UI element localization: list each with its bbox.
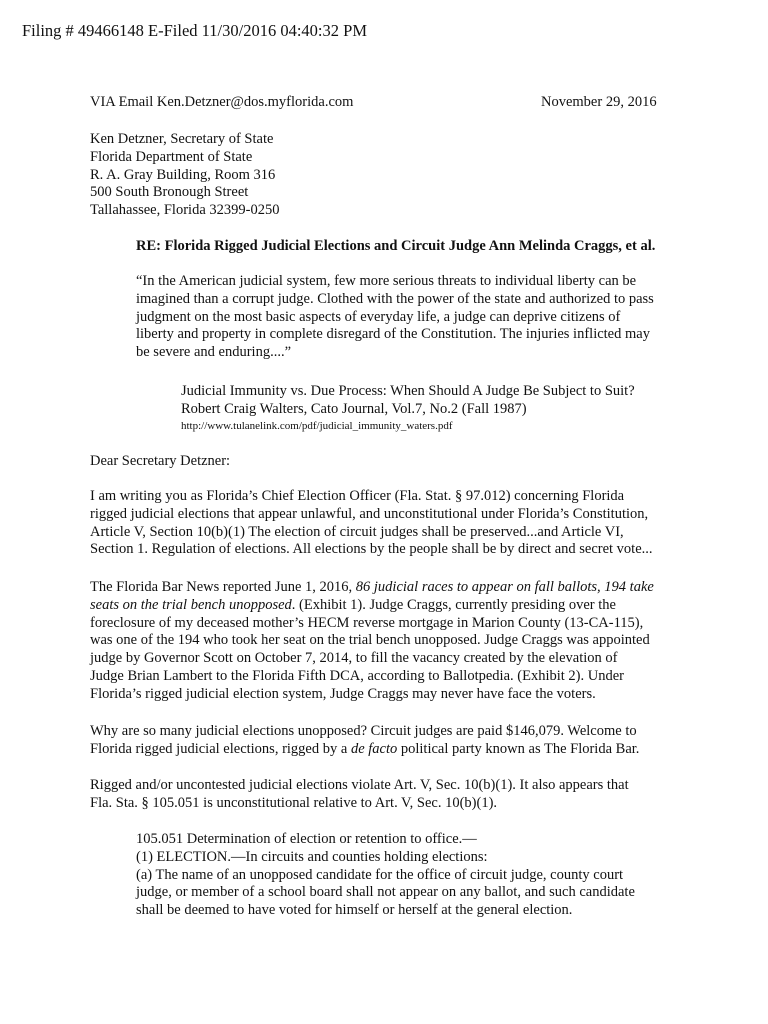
address-line: Tallahassee, Florida 32399-0250 bbox=[90, 202, 280, 219]
via-prefix: VIA Email bbox=[90, 94, 157, 110]
address-line: 500 South Bronough Street bbox=[90, 184, 249, 201]
paragraph-2 bbox=[90, 579, 654, 704]
salutation: Dear Secretary Detzner: bbox=[90, 453, 231, 469]
paragraph-line: judge by Governor Scott on October 7, 2014, to fill the vacancy created by the elevation of bbox=[90, 650, 618, 667]
paragraph-line: Florida’s rigged judicial election system, Judge Craggs may never have face the voters. bbox=[90, 685, 596, 702]
paragraph-line bbox=[90, 597, 654, 615]
quote-line: “In the American judicial system, few more serious threats to individual liberty can be bbox=[136, 273, 637, 289]
de-facto-italic: de facto bbox=[350, 740, 398, 757]
statute-excerpt bbox=[136, 831, 635, 920]
quote-citation bbox=[181, 383, 635, 433]
statute-line: 105.051 Determination of election or retention to office.— bbox=[136, 831, 477, 847]
text-run: Florida rigged judicial elections, rigged by a bbox=[90, 740, 351, 757]
article-title-italic: seats on the trial bench unopposed bbox=[90, 596, 292, 613]
address-line: Ken Detzner, Secretary of State bbox=[90, 131, 274, 147]
paragraph-line: Fla. Sta. § 105.051 is unconstitutional relative to Art. V, Sec. 10(b)(1). bbox=[90, 794, 498, 811]
paragraph-line: rigged judicial elections that appear unlawful, and unconstitutional under Florida’s Constitution, bbox=[90, 505, 649, 522]
address-line: R. A. Gray Building, Room 316 bbox=[90, 166, 276, 183]
address-line: Florida Department of State bbox=[90, 148, 253, 165]
quote-line: liberty and property in complete disregard of the Constitution. The injuries inflicted may bbox=[136, 326, 650, 343]
text-run: The Florida Bar News reported June 1, 2016, bbox=[90, 579, 356, 595]
citation-url-link[interactable]: http://www.tulanelink.com/pdf/judicial_immunity_waters.pdf bbox=[181, 419, 453, 432]
paragraph-line: Section 1. Regulation of elections. All elections by the people shall be by direct and secret vote... bbox=[90, 541, 653, 558]
via-email-line bbox=[90, 94, 353, 111]
citation-title: Judicial Immunity vs. Due Process: When Should A Judge Be Subject to Suit? bbox=[181, 383, 635, 399]
statute-line: (a) The name of an unopposed candidate for the office of circuit judge, county court bbox=[136, 866, 624, 883]
paragraph-line: Judge Brian Lambert to the Florida Fifth DCA, according to Ballotpedia. (Exhibit 2). Under bbox=[90, 667, 624, 684]
paragraph-line: I am writing you as Florida’s Chief Election Officer (Fla. Stat. § 97.012) concerning Florida bbox=[90, 488, 625, 504]
paragraph-line: Rigged and/or uncontested judicial elections violate Art. V, Sec. 10(b)(1). It also appears that bbox=[90, 777, 629, 793]
quote-line: imagined than a corrupt judge. Clothed with the power of the state and authorized to pass bbox=[136, 290, 654, 307]
paragraph-line: Article V, Section 10(b)(1) The election of circuit judges shall be preserved...and Article VI, bbox=[90, 523, 624, 540]
paragraph-line: was one of the 194 who took her seat on the trial bench unopposed. Judge Craggs was appointed bbox=[90, 632, 650, 649]
email-link[interactable]: Ken.Detzner@dos.myflorida.com bbox=[156, 94, 354, 110]
epigraph-quote bbox=[136, 273, 654, 362]
citation-source: Robert Craig Walters, Cato Journal, Vol.7, No.2 (Fall 1987) bbox=[181, 400, 527, 417]
statute-line: shall be deemed to have voted for himself or herself at the general election. bbox=[136, 902, 573, 919]
quote-line: be severe and enduring....” bbox=[136, 344, 292, 361]
text-run: . (Exhibit 1). Judge Craggs, currently presiding over the bbox=[291, 596, 616, 613]
paragraph-line: foreclosure of my deceased mother’s HECM reverse mortgage in Marion County (13-CA-115), bbox=[90, 614, 644, 631]
recipient-address bbox=[90, 131, 279, 220]
paragraph-3 bbox=[90, 723, 639, 759]
paragraph-1 bbox=[90, 488, 653, 559]
subject-line: RE: Florida Rigged Judicial Elections and Circuit Judge Ann Melinda Craggs, et al. bbox=[136, 238, 656, 254]
article-title-italic: 86 judicial races to appear on fall ballots, 194 take bbox=[355, 579, 654, 595]
quote-line: judgment on the most basic aspects of everyday life, a judge can deprive citizens of bbox=[136, 308, 621, 325]
paragraph-4 bbox=[90, 777, 629, 813]
statute-line: judge, or member of a school board shall not appear on any ballot, and such candidate bbox=[136, 884, 635, 901]
text-run: political party known as The Florida Bar. bbox=[397, 740, 640, 757]
statute-line: (1) ELECTION.—In circuits and counties holding elections: bbox=[136, 848, 488, 865]
paragraph-line bbox=[90, 741, 639, 759]
letter-date: November 29, 2016 bbox=[541, 94, 657, 110]
filing-header: Filing # 49466148 E-Filed 11/30/2016 04:40:32 PM bbox=[22, 21, 367, 40]
paragraph-line: Why are so many judicial elections unopposed? Circuit judges are paid $146,079. Welcome to bbox=[90, 723, 637, 739]
paragraph-line bbox=[90, 579, 654, 597]
